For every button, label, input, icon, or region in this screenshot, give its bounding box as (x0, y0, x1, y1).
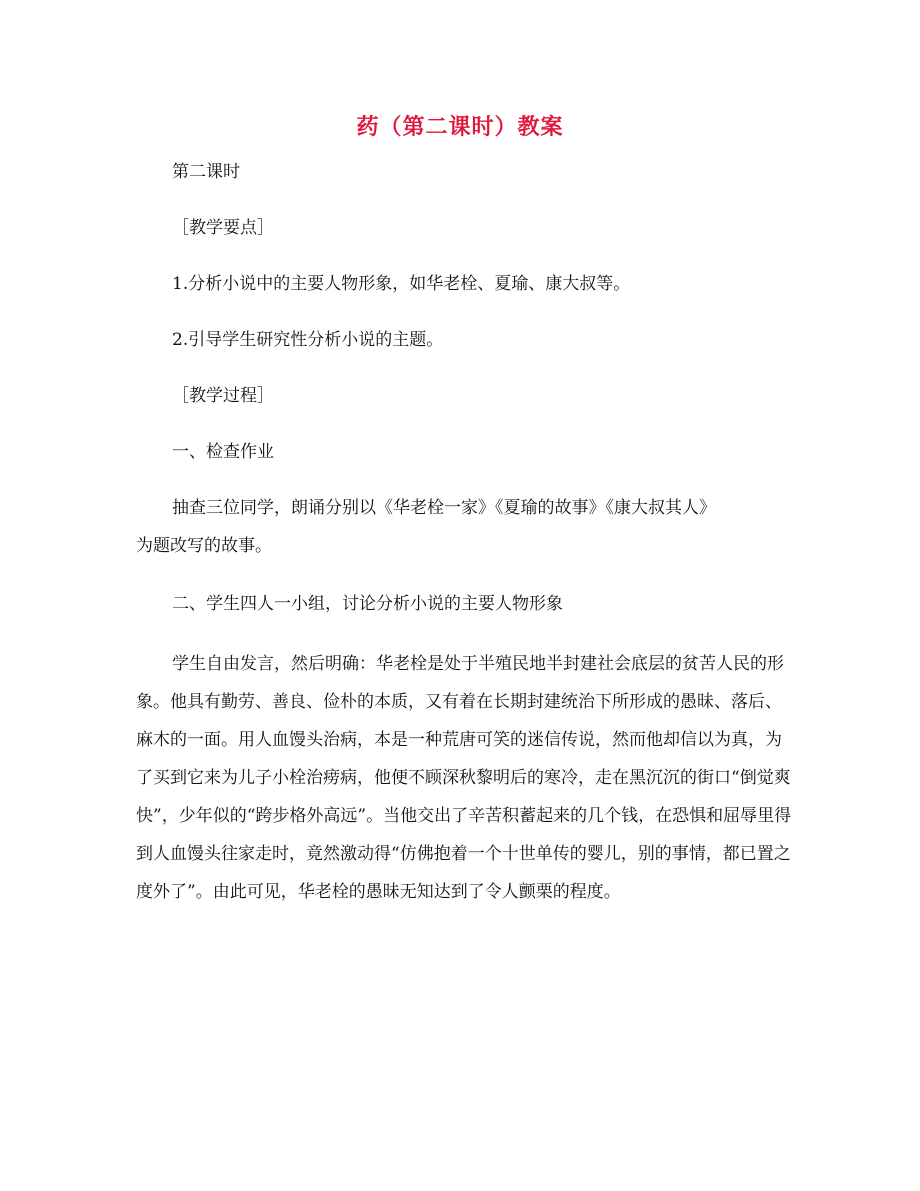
teaching-point-2: 2.引导学生研究性分析小说的主题。 (172, 330, 444, 350)
section-heading-process: ［教学过程］ (172, 386, 274, 406)
lesson-label: 第二课时 (172, 162, 240, 182)
teaching-point-1: 1.分析小说中的主要人物形象，如华老栓、夏瑜、康大叔等。 (172, 274, 631, 294)
step-1-text-line-1: 抽查三位同学，朗诵分别以《华老栓一家》《夏瑜的故事》《康大叔其人》 (172, 498, 716, 518)
section-heading-points: ［教学要点］ (172, 218, 274, 238)
step-2-paragraph: 学生自由发言，然后明确：华老栓是处于半殖民地半封建社会底层的贫苦人民的形象。他具有勤劳、善良、俭朴的本质，又有着在长期封建统治下所形成的愚昧、落后、麻木的一面。用人血馒头治病，本是一种荒唐可笑的迷信传说，然而他却信以为真，为了买到它来为儿子小栓治痨病，他便不顾深秋黎明后的寒冷，走在黑沉沉的街口“倒觉爽快”，少年似的“跨步格外高远”。当他交出了辛苦积蓄起来的几个钱，在恐惧和屈辱里得到人血馒头往家走时，竟然激动得“仿佛抱着一个十世单传的婴儿，别的事情，都已置之度外了”。由此可见，华老栓的愚昧无知达到了令人颤栗的程度。 (136, 654, 792, 902)
step-1-heading: 一、检查作业 (172, 442, 274, 462)
step-1-text-line-2: 为题改写的故事。 (136, 536, 272, 556)
document-title: 药（第二课时）教案 (356, 115, 564, 140)
step-2-heading: 二、学生四人一小组，讨论分析小说的主要人物形象 (172, 594, 563, 614)
